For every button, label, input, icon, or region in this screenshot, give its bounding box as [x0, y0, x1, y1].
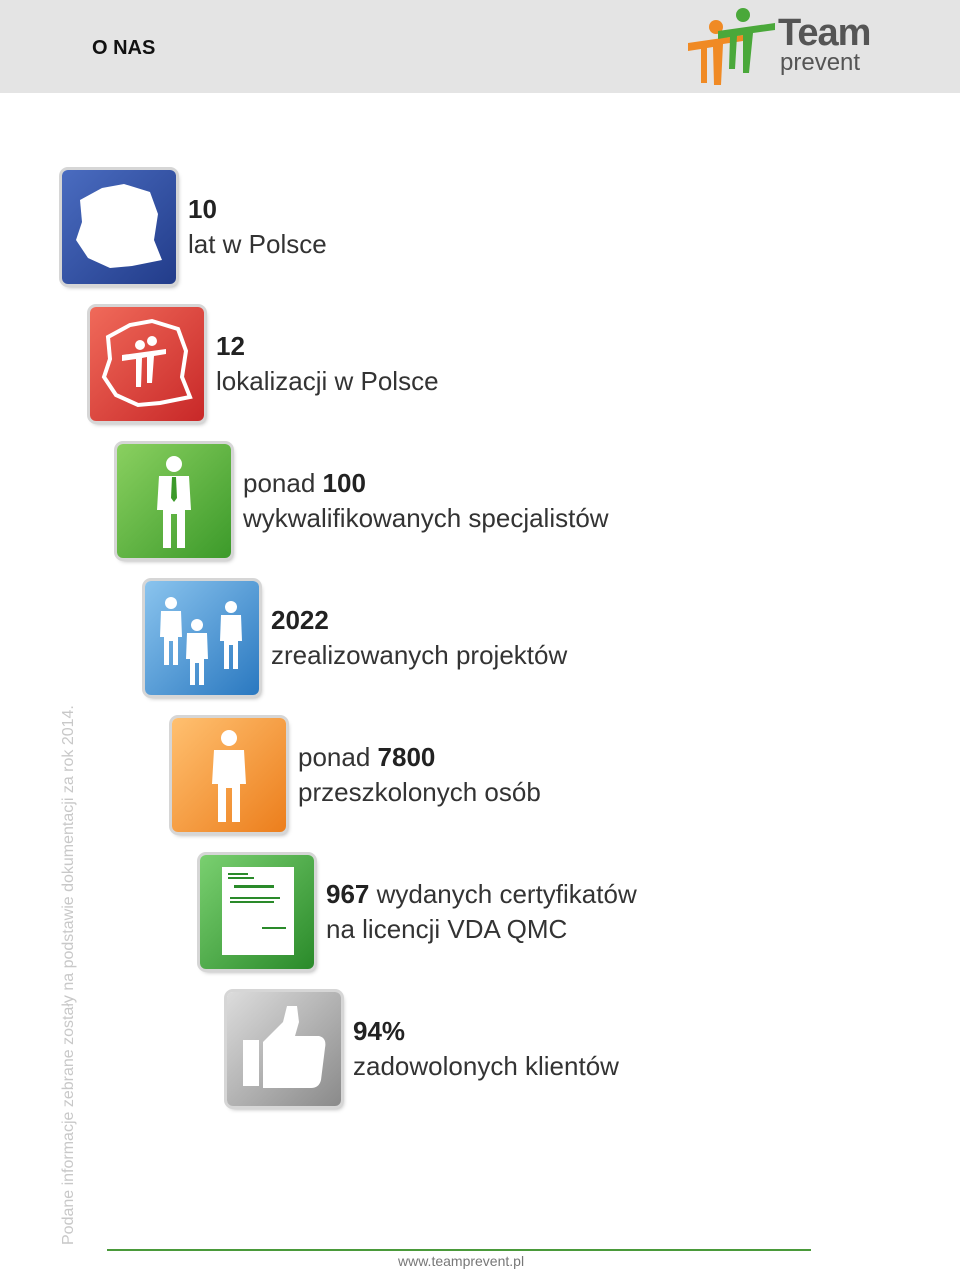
stat-label: wykwalifikowanych specjalistów: [243, 503, 609, 533]
stat-value: ponad 100: [243, 468, 366, 498]
teamprevent-logo[interactable]: [683, 5, 883, 93]
stat-label: zadowolonych klientów: [353, 1051, 619, 1081]
stat-label: lokalizacji w Polsce: [216, 366, 439, 396]
person-icon: [172, 718, 286, 832]
poland-map-icon: [62, 170, 176, 284]
header-bar: [0, 0, 960, 93]
group-icon: [145, 581, 259, 695]
logo-text-prevent: prevent: [780, 49, 861, 76]
stat-value: 10: [188, 194, 217, 224]
specialist-icon: [117, 444, 231, 558]
stat-value: 967 wydanych certyfikatów: [326, 879, 637, 909]
thumbs-up-icon: [227, 992, 341, 1106]
logo-figures-icon: [683, 5, 778, 93]
certificate-icon: [200, 855, 314, 969]
stat-value: 94%: [353, 1016, 406, 1046]
stat-value: 12: [216, 331, 245, 361]
poland-map-team-icon: [90, 307, 204, 421]
page-title: O NAS: [92, 37, 156, 59]
stat-label: zrealizowanych projektów: [271, 640, 568, 670]
stat-label: lat w Polsce: [188, 229, 327, 259]
stat-value: 2022: [271, 605, 329, 635]
side-note: Podane informacje zebrane zostały na podstawie dokumentacji za rok 2014.: [60, 705, 77, 1245]
stat-value: ponad 7800: [298, 742, 436, 772]
footer-url[interactable]: www.teamprevent.pl: [398, 1253, 525, 1269]
footer-divider: [107, 1249, 811, 1251]
stat-label: na licencji VDA QMC: [326, 914, 568, 944]
logo-text-team: Team: [778, 12, 871, 54]
stat-label: przeszkolonych osób: [298, 777, 541, 807]
